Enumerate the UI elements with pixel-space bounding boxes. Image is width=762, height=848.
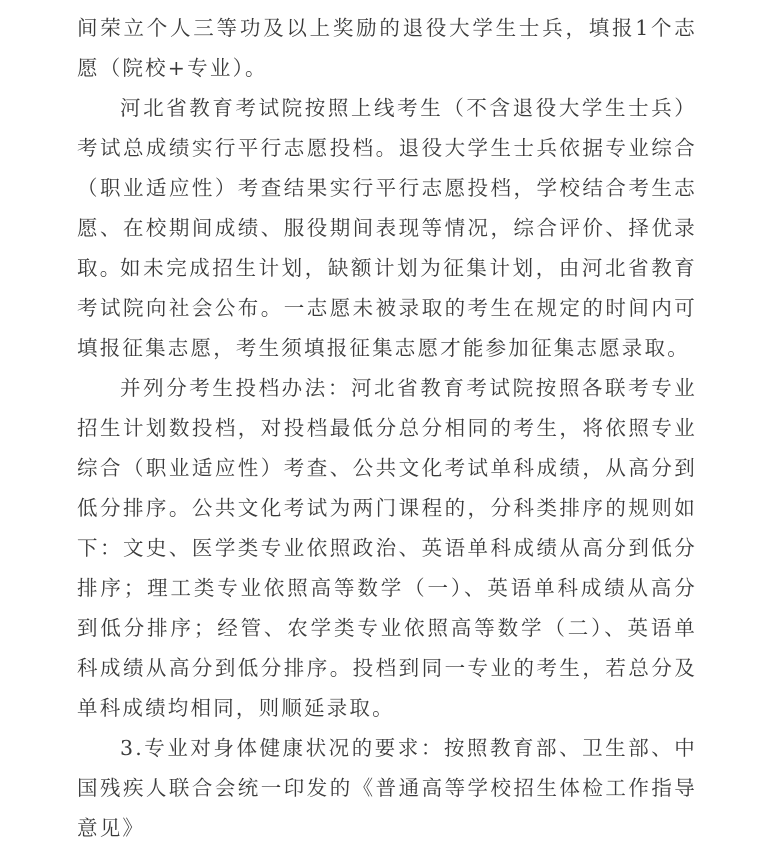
paragraph-health-requirements: 3.专业对身体健康状况的要求：按照教育部、卫生部、中国残疾人联合会统一印发的《普通高等学校招生体检工作指导意见》 [77, 736, 697, 840]
paragraph-volunteer-limit: 间荣立个人三等功及以上奖励的退役大学生士兵，填报1个志愿（院校+专业）。 [77, 16, 697, 80]
paragraph-tie-break-rules: 并列分考生投档办法：河北省教育考试院按照各联考专业招生计划数投档，对投档最低分总分相同的考生，将依照专业综合（职业适应性）考查、公共文化考试单科成绩，从高分到低分排序。公共文化考试为两门课程的，分科类排序的规则如下：文史、医学类专业依照政治、英语单科成绩从高分到低分排序；理工类专业依照高等数学（一）、英语单科成绩从高分到低分排序；经管、农学类专业依照高等数学（二）、英语单科成绩从高分到低分排序。投档到同一专业的考生，若总分及单科成绩均相同，则顺延录取。 [77, 376, 697, 720]
paragraph-parallel-admission: 河北省教育考试院按照上线考生（不含退役大学生士兵）考试总成绩实行平行志愿投档。退役大学生士兵依据专业综合（职业适应性）考查结果实行平行志愿投档，学校结合考生志愿、在校期间成绩、服役期间表现等情况，综合评价、择优录取。 [77, 96, 697, 280]
paragraph-collection-plan: 如未完成招生计划，缺额计划为征集计划，由河北省教育考试院向社会公布。一志愿未被录取的考生在规定的时间内可填报征集志愿，考生须填报征集志愿才能参加征集志愿录取。 [77, 256, 697, 360]
